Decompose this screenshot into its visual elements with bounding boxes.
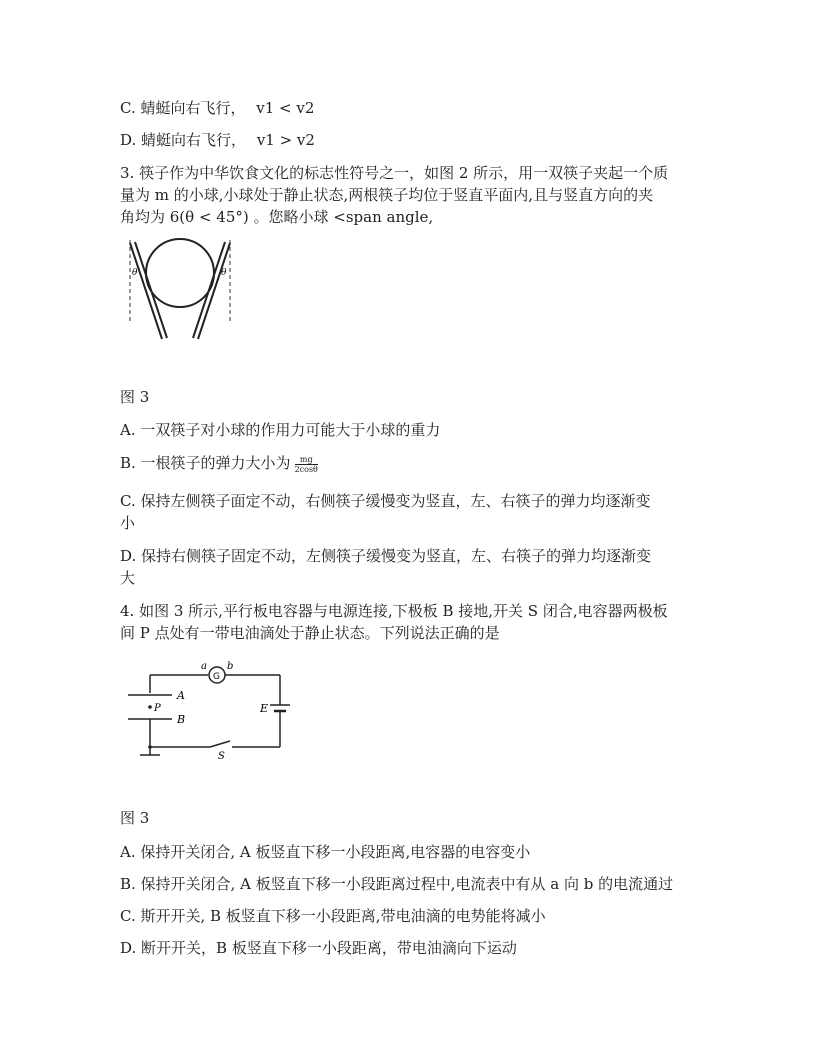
q4-stem-line1: 4. 如图 3 所示,平行板电容器与电源连接,下极板 B 接地,开关 S 闭合,电容器两极板 bbox=[120, 602, 668, 620]
theta-right-label: θ bbox=[221, 268, 227, 278]
q4-option-c: C. 斯开开关, B 板竖直下移一小段距离,带电油滴的电势能将减小 bbox=[120, 907, 546, 925]
q2-option-d-formula: v1 > v2 bbox=[256, 131, 315, 149]
fraction-numerator: mg bbox=[295, 455, 318, 465]
galvanometer-label: G bbox=[213, 672, 220, 682]
fraction-denominator: 2cosθ bbox=[294, 464, 318, 474]
label-a: a bbox=[201, 661, 207, 672]
q4-stem-line2: 间 P 点处有一带电油滴处于静止状态。下列说法正确的是 bbox=[120, 624, 500, 642]
q3-option-b-fraction bbox=[295, 455, 318, 474]
q3-option-a: A. 一双筷子对小球的作用力可能大于小球的重力 bbox=[120, 421, 441, 439]
circuit-figure bbox=[120, 655, 310, 765]
q4-figure-caption: 图 3 bbox=[120, 809, 150, 827]
q4-option-a: A. 保持开关闭合, A 板竖直下移一小段距离,电容器的电容变小 bbox=[120, 843, 531, 861]
q3-option-b bbox=[120, 452, 318, 474]
q3-option-d-line1: D. 保持右侧筷子固定不动，左侧筷子缓慢变为竖直，左、右筷子的弹力均逐渐变 bbox=[120, 547, 652, 565]
label-b: b bbox=[227, 661, 234, 672]
q2-option-c-text: C. 蜻蜓向右飞行， bbox=[120, 99, 246, 117]
q2-option-d bbox=[120, 129, 315, 151]
label-point-p: P bbox=[154, 703, 161, 714]
q3-stem-line1: 3. 筷子作为中华饮食文化的标志性符号之一，如图 2 所示，用一双筷子夹起一个质 bbox=[120, 164, 669, 182]
label-battery-e: E bbox=[260, 702, 269, 715]
q2-option-d-text: D. 蜻蜓向右飞行， bbox=[120, 131, 247, 149]
q3-option-c-line2: 小 bbox=[120, 514, 136, 532]
label-switch-s: S bbox=[218, 751, 225, 762]
q3-option-b-text: B. 一根筷子的弹力大小为 bbox=[120, 454, 291, 472]
label-plate-a: A bbox=[177, 689, 185, 702]
label-plate-b: B bbox=[177, 713, 186, 726]
q4-option-d: D. 断开开关，B 板竖直下移一小段距离，带电油滴向下运动 bbox=[120, 939, 517, 957]
q4-option-b: B. 保持开关闭合, A 板竖直下移一小段距离过程中,电流表中有从 a 向 b 的电流通过 bbox=[120, 875, 674, 893]
q3-stem-line2: 量为 m 的小球,小球处于静止状态,两根筷子均位于竖直平面内,且与竖直方向的夹 bbox=[120, 186, 654, 204]
q2-option-c-formula: v1 < v2 bbox=[256, 99, 315, 117]
q2-option-c bbox=[120, 97, 314, 119]
chopsticks-figure bbox=[118, 235, 238, 345]
q3-stem-line3: 角均为 6(θ < 45°) 。您略小球 <span angle, bbox=[120, 208, 434, 226]
q3-option-d-line2: 大 bbox=[120, 569, 136, 587]
q3-figure-caption: 图 3 bbox=[120, 388, 150, 406]
theta-left-label: θ bbox=[132, 268, 138, 278]
q3-option-c-line1: C. 保持左侧筷子面定不动，右侧筷子缓慢变为竖直，左、右筷子的弹力均逐渐变 bbox=[120, 492, 651, 510]
